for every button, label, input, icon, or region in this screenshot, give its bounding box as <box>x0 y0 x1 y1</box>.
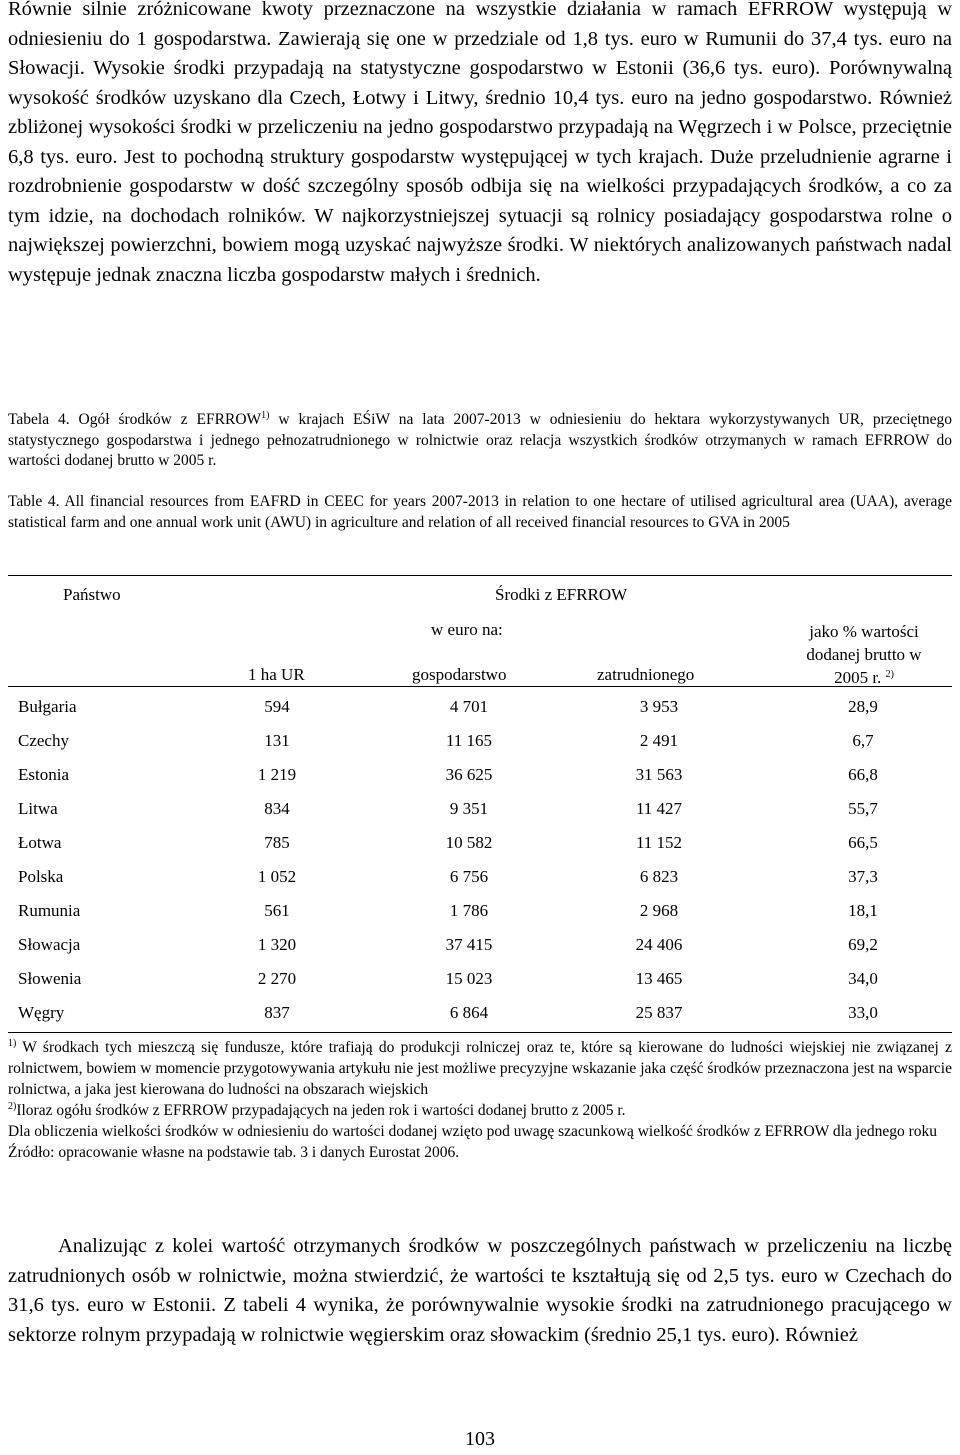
caption-pl-footnote-ref: 1) <box>261 410 270 421</box>
header-col-awu: zatrudnionego <box>597 665 695 684</box>
header-country: Państwo <box>63 585 121 604</box>
table-notes <box>8 1037 952 1163</box>
cell-per-ha: 837 <box>264 1003 290 1022</box>
cell-per-awu: 13 465 <box>635 969 683 988</box>
cell-per-ha: 1 052 <box>257 867 297 886</box>
header-pct-footnote-ref: 2) <box>885 669 894 680</box>
cell-per-farm: 36 625 <box>445 765 493 784</box>
cell-pct-gva: 69,2 <box>848 935 878 954</box>
table-row <box>8 799 952 833</box>
table-top-rule <box>8 575 952 576</box>
cell-country: Bułgaria <box>18 697 77 716</box>
cell-country: Rumunia <box>18 901 81 920</box>
cell-per-awu: 11 152 <box>635 833 683 852</box>
cell-pct-gva: 28,9 <box>848 697 878 716</box>
cell-per-farm: 1 786 <box>449 901 489 920</box>
header-col-farm: gospodarstwo <box>412 665 507 684</box>
cell-pct-gva: 55,7 <box>848 799 878 818</box>
cell-per-ha: 594 <box>264 697 290 716</box>
cell-per-awu: 2 968 <box>639 901 679 920</box>
cell-per-farm: 4 701 <box>449 697 489 716</box>
cell-pct-gva: 66,5 <box>848 833 878 852</box>
footnote-2-marker: 2) <box>8 1101 17 1112</box>
cell-per-ha: 1 320 <box>257 935 297 954</box>
cell-per-farm: 11 165 <box>445 731 493 750</box>
cell-per-farm: 10 582 <box>445 833 493 852</box>
table-row <box>8 765 952 799</box>
cell-per-awu: 25 837 <box>635 1003 683 1022</box>
cell-pct-gva: 33,0 <box>848 1003 878 1022</box>
caption-pl-lead: Tabela 4. Ogół środków z EFRROW <box>8 411 262 428</box>
page-number: 103 <box>465 1428 495 1450</box>
table-row <box>8 969 952 1003</box>
footnote-1-text: W środkach tych mieszczą się fundusze, które trafiają do produkcji rolniczej oraz te, które są kierowane do ludności wiejskiej nie związanej z rolnictwem, bowiem w momencie przygotowywania artykułu nie jest możliwe precyzyjne wskazanie jaka część środków przeznaczona jest na wsparcie rolnictwa, a jaka jest kierowana do ludności na obszarach wiejskich <box>8 1039 952 1098</box>
cell-per-awu: 6 823 <box>639 867 679 886</box>
header-subgroup: w euro na: <box>431 620 503 639</box>
cell-per-awu: 31 563 <box>635 765 683 784</box>
table-row <box>8 833 952 867</box>
table-row <box>8 935 952 969</box>
cell-country: Litwa <box>18 799 58 818</box>
cell-per-awu: 3 953 <box>639 697 679 716</box>
cell-per-awu: 24 406 <box>635 935 683 954</box>
footnote-1-marker: 1) <box>8 1038 17 1049</box>
header-col-ha: 1 ha UR <box>248 665 305 684</box>
footnote-3: Dla obliczenia wielkości środków w odniesieniu do wartości dodanej wzięto pod uwagę szacunkową wielkość środków z EFRROW dla jednego roku <box>8 1123 938 1140</box>
cell-per-awu: 2 491 <box>639 731 679 750</box>
cell-per-ha: 785 <box>264 833 290 852</box>
table-caption-pl <box>8 410 952 472</box>
footnote-1 <box>8 1037 952 1100</box>
table-caption-en: Table 4. All financial resources from EAFRD in CEEC for years 2007-2013 in relation to one hectare of utilised agricultural area (UAA), average statistical farm and one annual work unit (AWU) in agriculture and relation of all received financial resources to GVA in 2005 <box>8 493 952 531</box>
source-note: Źródło: opracowanie własne na podstawie tab. 3 i danych Eurostat 2006. <box>8 1144 460 1161</box>
cell-per-ha: 1 219 <box>257 765 297 784</box>
table-row <box>8 901 952 935</box>
cell-per-ha: 2 270 <box>257 969 297 988</box>
cell-country: Estonia <box>18 765 69 784</box>
cell-country: Słowenia <box>18 969 82 988</box>
table-row <box>8 867 952 901</box>
cell-per-ha: 131 <box>264 731 290 750</box>
cell-country: Słowacja <box>18 935 81 954</box>
cell-per-farm: 9 351 <box>449 799 489 818</box>
footnote-2 <box>8 1100 952 1121</box>
cell-pct-gva: 34,0 <box>848 969 878 988</box>
header-group: Środki z EFRROW <box>495 585 628 604</box>
table-bottom-rule <box>8 1032 952 1033</box>
cell-per-awu: 11 427 <box>635 799 683 818</box>
footnote-2-text: Iloraz ogółu środków z EFRROW przypadających na jeden rok i wartości dodanej brutto z 2005 r. <box>16 1102 626 1119</box>
body-paragraph-1: Równie silnie zróżnicowane kwoty przeznaczone na wszystkie działania w ramach EFRROW występują w odniesieniu do 1 gospodarstwa. Zawierają się one w przedziale od 1,8 tys. euro w Rumunii do 37,4 tys. euro na Słowacji. Wysokie środki przypadają na statystyczne gospodarstwo w Estonii (36,6 tys. euro). Porównywalną wysokość środków uzyskano dla Czech, Łotwy i Litwy, średnio 10,4 tys. euro na jedno gospodarstwo. Również zbliżonej wysokości środki w przeliczeniu na jedno gospodarstwo przypadają na Węgrzech i w Polsce, przeciętnie 6,8 tys. euro. Jest to pochodną struktury gospodarstw występującej w tych krajach. Duże przeludnienie agrarne i rozdrobnienie gospodarstw w dość szczególny sposób odbija się na wielkości przypadających środków, a co za tym idzie, na dochodach rolników. W najkorzystniejszej sytuacji są rolnicy posiadający gospodarstwa rolne o największej powierzchni, bowiem mogą uzyskać najwyższe środki. W niektórych analizowanych państwach nadal występuje jednak znaczna liczba gospodarstw małych i średnich. <box>8 0 952 286</box>
cell-pct-gva: 18,1 <box>848 901 878 920</box>
table-row <box>8 731 952 765</box>
header-pct-line1: jako % wartości <box>809 622 919 641</box>
cell-country: Węgry <box>18 1003 65 1022</box>
header-pct-line2: dodanej brutto w <box>806 645 922 664</box>
cell-per-ha: 834 <box>264 799 290 818</box>
body-paragraph-2: Analizując z kolei wartość otrzymanych środków w poszczególnych państwach w przeliczeniu na liczbę zatrudnionych osób w rolnictwie, można stwierdzić, że wartości te kształtują się od 2,5 tys. euro w Czechach do 31,6 tys. euro w Estonii. Z tabeli 4 wynika, że porównywalnie wysokie środki na zatrudnionego pracującego w sektorze rolnym przypadają w rolnictwie węgierskim oraz słowackim (średnio 25,1 tys. euro). Również <box>8 1235 952 1346</box>
cell-per-farm: 6 864 <box>449 1003 489 1022</box>
cell-pct-gva: 6,7 <box>852 731 874 750</box>
table-row <box>8 697 952 731</box>
cell-per-ha: 561 <box>264 901 290 920</box>
cell-per-farm: 6 756 <box>449 867 489 886</box>
cell-per-farm: 15 023 <box>445 969 493 988</box>
cell-country: Łotwa <box>18 833 62 852</box>
header-pct-line3-text: 2005 r. <box>834 668 882 687</box>
cell-per-farm: 37 415 <box>445 935 493 954</box>
table-header-rule <box>8 686 952 687</box>
cell-pct-gva: 66,8 <box>848 765 878 784</box>
caption-pl-rest: w krajach EŚiW na lata 2007-2013 w odniesieniu do hektara wykorzystywanych UR, przeciętnego statystycznego gospodarstwa i jednego pełnozatrudnionego w rolnictwie oraz relacja wszystkich środków otrzymanych w ramach EFRROW do wartości dodanej brutto w 2005 r. <box>8 411 953 469</box>
cell-country: Czechy <box>18 731 69 750</box>
cell-pct-gva: 37,3 <box>848 867 878 886</box>
cell-country: Polska <box>18 867 64 886</box>
header-pct <box>778 620 950 689</box>
